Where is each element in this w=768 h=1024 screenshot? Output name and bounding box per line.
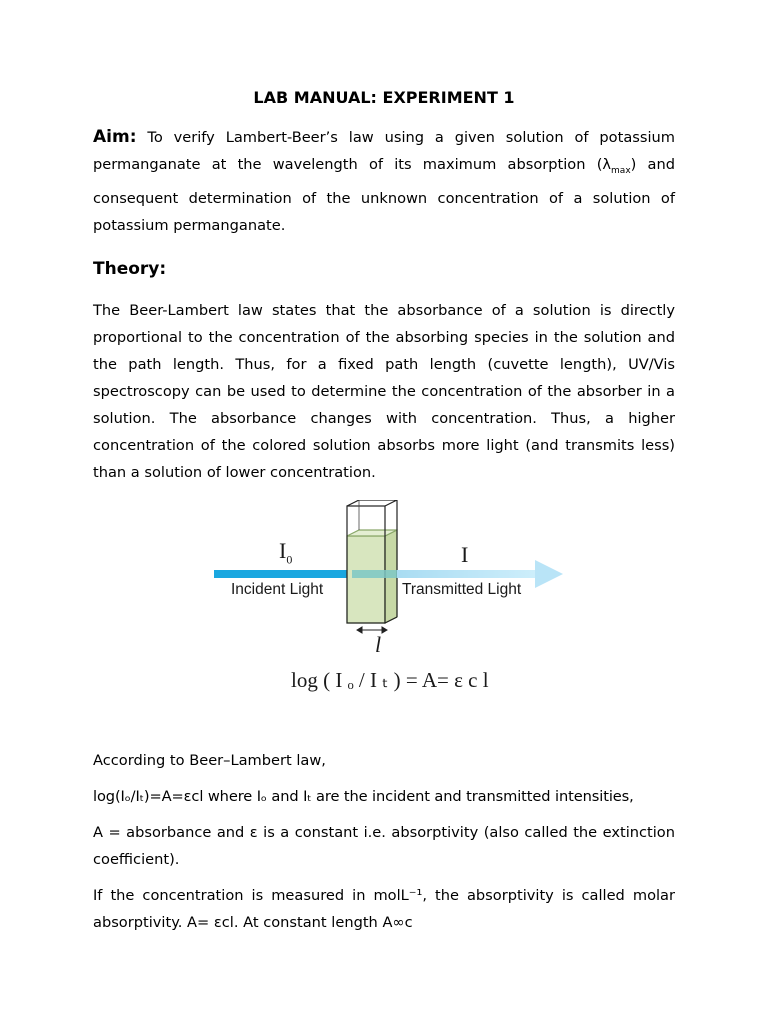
- path-length-arrow: [357, 627, 387, 633]
- transmitted-light-label: Transmitted Light: [402, 580, 522, 598]
- incident-light-label: Incident Light: [231, 580, 324, 598]
- incident-intensity-label: $I_0$: [279, 537, 293, 567]
- body-line-3: A = absorbance and ε is a constant i.e. absorptivity (also called the extinction coefficient).: [93, 823, 675, 868]
- body-line-2: log(Iₒ/Iₜ)=A=εcl where Iₒ and Iₜ are the incident and transmitted intensities,: [93, 787, 634, 805]
- document-page: [93, 86, 675, 936]
- aim-paragraph: [93, 124, 675, 239]
- beer-lambert-figure: [93, 500, 675, 735]
- absorbance-equation: log ( I ₒ / I ₜ ) = A= ε c l: [291, 667, 489, 692]
- transmitted-arrowhead: [535, 560, 563, 588]
- aim-label: Aim:: [93, 127, 137, 147]
- page-title: LAB MANUAL: EXPERIMENT 1: [253, 88, 515, 107]
- incident-beam: [214, 570, 352, 578]
- lambda-subscript: max: [611, 165, 631, 176]
- theory-paragraph: The Beer-Lambert law states that the absorbance of a solution is directly proportional to the concentration of the absorbing species in the solution and the path length. Thus, for a fixed path length (cuvette length), UV/Vis spectroscopy can be used to determine the concentration of the absorber in a solution. The absorbance changes with concentration. Thus, a higher concentration of the colored solution absorbs more light (and transmits less) than a solution of lower concentration.: [93, 301, 675, 481]
- theory-heading: Theory:: [93, 258, 167, 279]
- transmitted-intensity-label: I: [461, 541, 469, 567]
- transmitted-beam: [397, 570, 535, 578]
- incident-intensity-sub: 0: [286, 552, 293, 567]
- path-length-label: l: [375, 631, 382, 657]
- aim-text-part1: To verify Lambert-Beer’s law using a given solution of potassium permanganate at the wavelength of its maximum absorption (λ: [93, 129, 675, 173]
- beam-in-cuvette: [352, 570, 397, 578]
- cuvette: [347, 500, 397, 623]
- body-line-1: According to Beer–Lambert law,: [93, 751, 326, 769]
- body-line-4: If the concentration is measured in molL⁻¹, the absorptivity is called molar absorptivity. A= εcl. At constant length A∞c: [93, 886, 675, 931]
- aim-text-part2: ) and consequent determination of the unknown concentration of a solution of potassium permanganate.: [93, 156, 675, 234]
- beer-lambert-diagram: [93, 500, 675, 735]
